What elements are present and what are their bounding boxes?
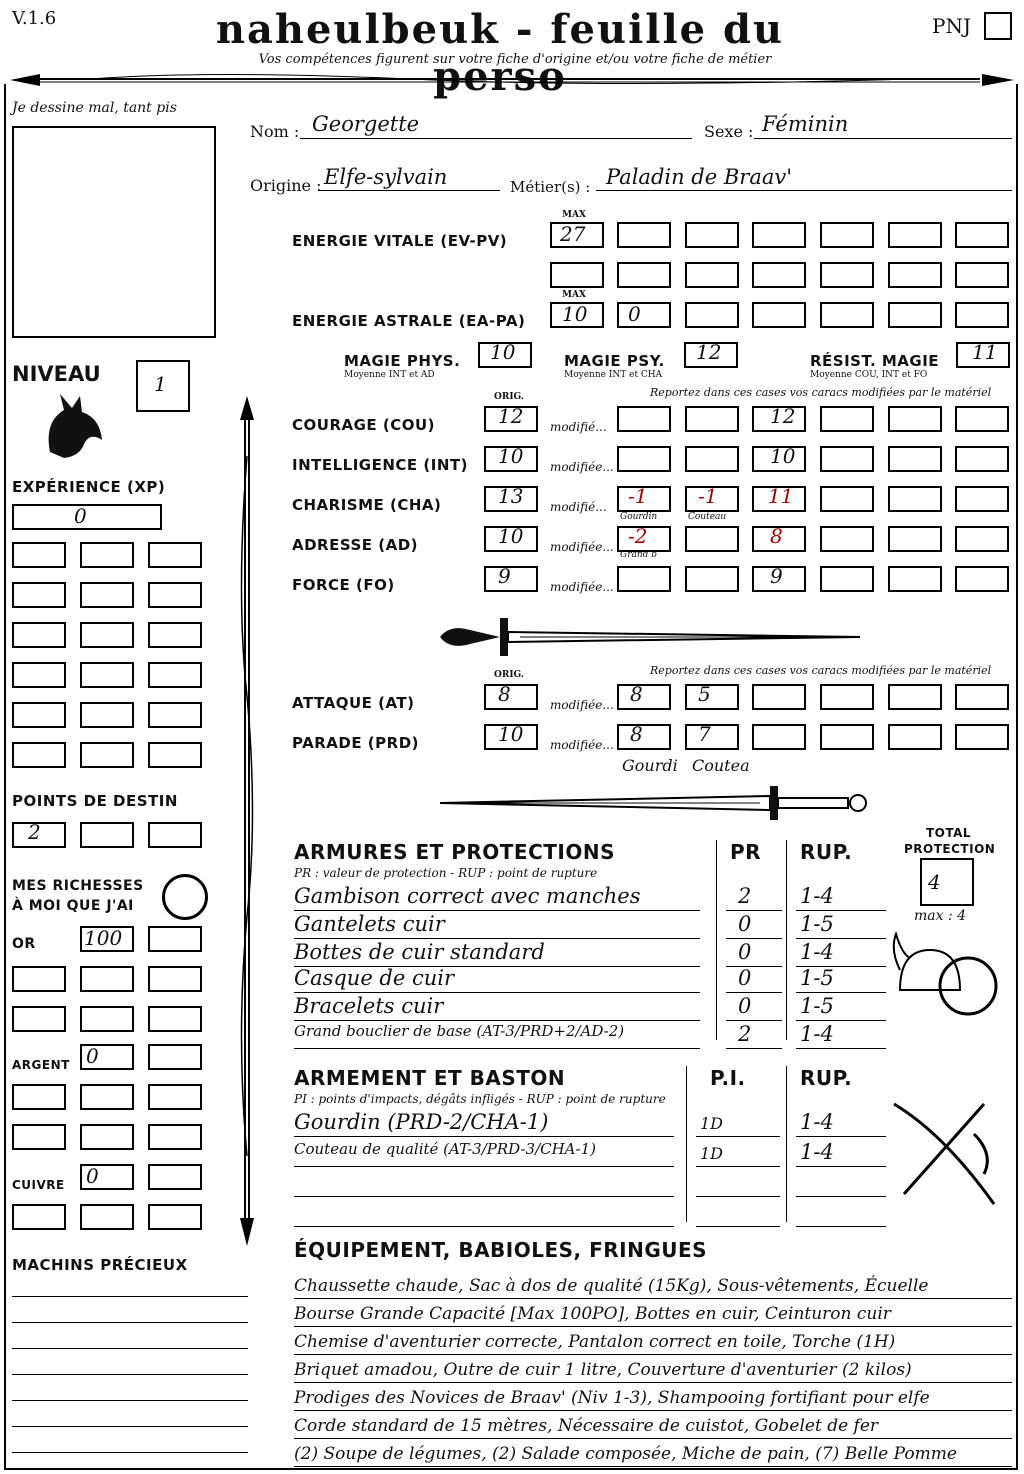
equipment-line[interactable]: Briquet amadou, Outre de cuir 1 litre, Couverture d'aventurier (2 kilos) xyxy=(294,1360,912,1380)
stat-mod-box[interactable] xyxy=(888,446,942,472)
stat-orig-int: 10 xyxy=(498,444,524,468)
spear-divider-icon xyxy=(10,66,1014,92)
sheet-title: naheulbeuk - feuille du perso xyxy=(215,6,785,100)
armor-note: PR : valeur de protection - RUP : point de rupture xyxy=(294,866,598,880)
armor-item-pr[interactable]: 0 xyxy=(738,940,752,964)
armor-item-rup[interactable]: 1-4 xyxy=(800,1022,834,1046)
stat-mod-box[interactable] xyxy=(888,406,942,432)
xp-grid-box[interactable] xyxy=(80,582,134,608)
xp-grid-box[interactable] xyxy=(12,702,66,728)
subtitle: Vos compétences figurent sur votre fiche d'origine et/ou votre fiche de métier xyxy=(258,52,772,67)
stat-mod-box[interactable] xyxy=(685,406,739,432)
int-final: 10 xyxy=(770,444,796,468)
energy-box[interactable] xyxy=(955,262,1009,288)
energy-box[interactable] xyxy=(752,222,806,248)
armor-item-name[interactable]: Gantelets cuir xyxy=(294,912,445,936)
combat-label-prd: PARADE (PRD) xyxy=(292,734,420,752)
weapon-item-pi[interactable]: 1D xyxy=(700,1114,724,1133)
equipment-title: ÉQUIPEMENT, BABIOLES, FRINGUES xyxy=(294,1238,708,1262)
weapon-item-name[interactable]: Couteau de qualité (AT-3/PRD-3/CHA-1) xyxy=(294,1140,596,1158)
sword-icon-2 xyxy=(430,782,870,824)
energy-box[interactable] xyxy=(955,302,1009,328)
weapon-item-rup[interactable]: 1-4 xyxy=(800,1140,834,1164)
niveau-label: NIVEAU xyxy=(12,362,101,386)
destin-box[interactable] xyxy=(148,822,202,848)
richesses-label-2: À MOI QUE J'AI xyxy=(12,898,134,914)
ea-current-value[interactable]: 0 xyxy=(628,302,641,326)
equipment-line[interactable]: Chemise d'aventurier correcte, Pantalon correct en toile, Torche (1H) xyxy=(294,1332,896,1352)
armor-item-pr[interactable]: 0 xyxy=(738,994,752,1018)
combat-note-2: Coutea xyxy=(692,756,750,775)
weapon-item-rup[interactable]: 1-4 xyxy=(800,1110,834,1134)
ad-note-1: Grand b xyxy=(620,550,658,560)
combat-mod-box[interactable] xyxy=(955,684,1009,710)
ea-max-label: MAX xyxy=(562,290,586,300)
resist-magie-value: 11 xyxy=(972,340,998,364)
combat-mod-box[interactable] xyxy=(752,684,806,710)
argent-label: ARGENT xyxy=(12,1058,70,1072)
stat-mod-box[interactable] xyxy=(888,486,942,512)
xp-grid-box[interactable] xyxy=(12,662,66,688)
stat-mod-box[interactable] xyxy=(955,526,1009,552)
stat-mod-box[interactable] xyxy=(685,526,739,552)
armor-item-rup[interactable]: 1-4 xyxy=(800,884,834,908)
armor-item-name[interactable]: Bracelets cuir xyxy=(294,994,444,1018)
xp-grid-box[interactable] xyxy=(148,702,202,728)
pnj-label: PNJ xyxy=(932,14,971,38)
niveau-value: 1 xyxy=(154,372,167,396)
metier-value[interactable]: Paladin de Braav' xyxy=(606,165,792,189)
combat-mod-box[interactable] xyxy=(685,724,739,750)
origine-value[interactable]: Elfe-sylvain xyxy=(324,165,448,189)
energy-box[interactable] xyxy=(685,222,739,248)
machins-line[interactable] xyxy=(12,1296,248,1297)
money-box[interactable] xyxy=(148,1124,202,1150)
origine-label: Origine : xyxy=(250,176,322,195)
money-box[interactable] xyxy=(148,1044,202,1070)
weapons-title: ARMEMENT ET BASTON xyxy=(294,1066,566,1090)
equipment-line[interactable]: Prodiges des Novices de Braav' (Niv 1-3), Shampooing fortifiant pour elfe xyxy=(294,1388,930,1408)
money-box[interactable] xyxy=(148,926,202,952)
total-protection-value: 4 xyxy=(928,870,941,894)
combat-report-note: Reportez dans ces cases vos caracs modifiées par le matériel xyxy=(650,664,992,677)
energy-box[interactable] xyxy=(820,262,874,288)
weapons-pi-label: P.I. xyxy=(710,1066,746,1090)
richesses-label-1: MES RICHESSES xyxy=(12,878,144,894)
argent-value[interactable]: 0 xyxy=(86,1044,99,1068)
money-box[interactable] xyxy=(12,1124,66,1150)
money-box[interactable] xyxy=(80,1006,134,1032)
combat-mod-box[interactable] xyxy=(685,684,739,710)
cha-note-2: Couteau xyxy=(688,512,727,522)
magie-psy-label: MAGIE PSY. xyxy=(564,352,665,370)
armor-title: ARMURES ET PROTECTIONS xyxy=(294,840,615,864)
combat-mod1-at: 8 xyxy=(630,682,643,706)
stat-mod-label-fo: modifiée... xyxy=(550,580,614,594)
magie-phys-note: Moyenne INT et AD xyxy=(344,370,435,380)
cuivre-value[interactable]: 0 xyxy=(86,1164,99,1188)
energy-box[interactable] xyxy=(752,262,806,288)
money-box[interactable] xyxy=(80,1084,134,1110)
xp-value: 0 xyxy=(74,504,87,528)
weapon-item-pi[interactable]: 1D xyxy=(700,1144,724,1163)
equipment-line[interactable]: Chaussette chaude, Sac à dos de qualité (15Kg), Sous-vêtements, Écuelle xyxy=(294,1276,929,1296)
magie-psy-note: Moyenne INT et CHA xyxy=(564,370,663,380)
stat-mod-box[interactable] xyxy=(955,486,1009,512)
stat-mod-box[interactable] xyxy=(685,566,739,592)
xp-grid-box[interactable] xyxy=(80,742,134,768)
armor-item-pr[interactable]: 0 xyxy=(738,912,752,936)
energy-box[interactable] xyxy=(617,302,671,328)
energy-box[interactable] xyxy=(550,262,604,288)
xp-grid-box[interactable] xyxy=(12,542,66,568)
xp-label: EXPÉRIENCE (XP) xyxy=(12,478,166,496)
armor-item-name[interactable]: Grand bouclier de base (AT-3/PRD+2/AD-2) xyxy=(294,1022,625,1040)
stat-mod-label-ad: modifiée... xyxy=(550,540,614,554)
combat-orig-prd: 10 xyxy=(498,722,524,746)
metier-label: Métier(s) : xyxy=(510,178,591,196)
stat-mod-box[interactable] xyxy=(820,406,874,432)
stat-mod-box[interactable] xyxy=(820,446,874,472)
or-value[interactable]: 100 xyxy=(84,926,123,950)
magie-phys-label: MAGIE PHYS. xyxy=(344,352,461,370)
stat-mod-box[interactable] xyxy=(820,566,874,592)
stat-mod-label-cha: modifié... xyxy=(550,500,607,514)
armor-item-name[interactable]: Bottes de cuir standard xyxy=(294,940,545,964)
xp-grid-box[interactable] xyxy=(80,702,134,728)
equipment-line[interactable]: Bourse Grande Capacité [Max 100PO], Bottes en cuir, Ceinturon cuir xyxy=(294,1304,891,1324)
weapon-item-name[interactable]: Gourdin (PRD-2/CHA-1) xyxy=(294,1110,549,1134)
dragon-icon xyxy=(40,392,106,464)
ev-max-label: MAX xyxy=(562,210,586,220)
coin-icon xyxy=(162,874,208,920)
combat-mod-box[interactable] xyxy=(888,684,942,710)
sexe-value[interactable]: Féminin xyxy=(762,112,849,136)
xp-grid-box[interactable] xyxy=(148,662,202,688)
xp-grid-box[interactable] xyxy=(80,542,134,568)
spear-vertical-icon xyxy=(232,396,262,1246)
cuivre-box[interactable] xyxy=(80,1164,134,1190)
stat-mod-box[interactable] xyxy=(955,406,1009,432)
destin-box[interactable] xyxy=(80,822,134,848)
stat-orig-cha: 13 xyxy=(498,484,524,508)
equipment-line[interactable]: (2) Soupe de légumes, (2) Salade composée, Miche de pain, (7) Belle Pomme xyxy=(294,1444,957,1464)
cou-final: 12 xyxy=(770,404,796,428)
equipment-line[interactable]: Corde standard de 15 mètres, Nécessaire de cuistot, Gobelet de fer xyxy=(294,1416,879,1436)
combat-mod-box[interactable] xyxy=(888,724,942,750)
money-box[interactable] xyxy=(80,1204,134,1230)
weapons-rup-label: RUP. xyxy=(800,1066,853,1090)
stat-mod-box[interactable] xyxy=(955,566,1009,592)
stat-orig-box-fo[interactable] xyxy=(484,566,538,592)
ad-mod-1: -2 xyxy=(628,524,648,548)
xp-grid-box[interactable] xyxy=(12,742,66,768)
stat-label-cha: CHARISME (CHA) xyxy=(292,496,442,514)
machins-line[interactable] xyxy=(12,1374,248,1375)
resist-magie-label: RÉSIST. MAGIE xyxy=(810,352,940,370)
energy-box[interactable] xyxy=(617,222,671,248)
sword-icon xyxy=(430,616,870,658)
armor-item-rup[interactable]: 1-4 xyxy=(800,940,834,964)
machins-line[interactable] xyxy=(12,1348,248,1349)
combat-mod-box[interactable] xyxy=(820,684,874,710)
magie-psy-value: 12 xyxy=(696,340,722,364)
orig-label: ORIG. xyxy=(494,392,525,402)
energy-box[interactable] xyxy=(820,302,874,328)
ev-label: ENERGIE VITALE (EV-PV) xyxy=(292,232,508,250)
xp-grid-box[interactable] xyxy=(148,542,202,568)
money-box[interactable] xyxy=(12,1006,66,1032)
combat-mod-box[interactable] xyxy=(752,724,806,750)
stat-mod-label-cou: modifié... xyxy=(550,420,607,434)
destin-label: POINTS DE DESTIN xyxy=(12,792,178,810)
stat-label-int: INTELLIGENCE (INT) xyxy=(292,456,468,474)
money-box[interactable] xyxy=(80,1124,134,1150)
energy-box[interactable] xyxy=(685,302,739,328)
money-box[interactable] xyxy=(148,1006,202,1032)
stat-mod-box[interactable] xyxy=(888,566,942,592)
armor-item-rup[interactable]: 1-5 xyxy=(800,966,834,990)
machins-line[interactable] xyxy=(12,1322,248,1323)
energy-box[interactable] xyxy=(955,222,1009,248)
machins-label: MACHINS PRÉCIEUX xyxy=(12,1256,188,1274)
armor-item-pr[interactable]: 2 xyxy=(738,1022,752,1046)
combat-mod-label-prd: modifiée... xyxy=(550,738,614,752)
stat-mod-box[interactable] xyxy=(617,566,671,592)
version: V.1.6 xyxy=(12,8,57,29)
armor-item-name[interactable]: Casque de cuir xyxy=(294,966,455,990)
argent-box[interactable] xyxy=(80,1044,134,1070)
total-label-2: PROTECTION xyxy=(904,842,996,856)
ea-label: ENERGIE ASTRALE (EA-PA) xyxy=(292,312,526,330)
money-box[interactable] xyxy=(12,1204,66,1230)
combat-mod1-prd: 8 xyxy=(630,722,643,746)
energy-box[interactable] xyxy=(888,262,942,288)
armor-item-rup[interactable]: 1-5 xyxy=(800,912,834,936)
combat-orig-label: ORIG. xyxy=(494,670,525,680)
energy-box[interactable] xyxy=(820,222,874,248)
money-box[interactable] xyxy=(148,1084,202,1110)
combat-mod-box[interactable] xyxy=(820,724,874,750)
stat-orig-cou: 12 xyxy=(498,404,524,428)
energy-box[interactable] xyxy=(617,262,671,288)
xp-box[interactable] xyxy=(12,504,162,530)
stat-label-fo: FORCE (FO) xyxy=(292,576,395,594)
xp-grid-box[interactable] xyxy=(80,662,134,688)
xp-grid-box[interactable] xyxy=(12,582,66,608)
combat-mod-box[interactable] xyxy=(955,724,1009,750)
resist-magie-note: Moyenne COU, INT et FO xyxy=(810,370,928,380)
ad-final: 8 xyxy=(770,524,783,548)
sexe-label: Sexe : xyxy=(704,122,754,141)
fo-final: 9 xyxy=(770,564,783,588)
portrait-caption: Je dessine mal, tant pis xyxy=(12,100,177,116)
machins-line[interactable] xyxy=(12,1452,248,1453)
stat-mod-box[interactable] xyxy=(685,446,739,472)
or-label: OR xyxy=(12,936,36,952)
total-max: max : 4 xyxy=(914,908,967,924)
report-note: Reportez dans ces cases vos caracs modifiées par le matériel xyxy=(650,386,992,399)
armor-item-pr[interactable]: 2 xyxy=(738,884,752,908)
stat-mod-box[interactable] xyxy=(820,486,874,512)
money-box[interactable] xyxy=(148,1204,202,1230)
weapons-note: PI : points d'impacts, dégâts infligés - RUP : point de rupture xyxy=(294,1092,666,1106)
money-box[interactable] xyxy=(148,1164,202,1190)
xp-grid-box[interactable] xyxy=(148,622,202,648)
armor-item-pr[interactable]: 0 xyxy=(738,966,752,990)
money-box[interactable] xyxy=(148,966,202,992)
xp-grid-box[interactable] xyxy=(12,622,66,648)
cha-mod-1: -1 xyxy=(628,484,648,508)
nom-label: Nom : xyxy=(250,122,300,141)
cuivre-label: CUIVRE xyxy=(12,1178,65,1192)
magie-phys-value: 10 xyxy=(490,340,516,364)
stat-mod-box[interactable] xyxy=(955,446,1009,472)
money-box[interactable] xyxy=(80,966,134,992)
combat-orig-box-at[interactable] xyxy=(484,684,538,710)
stat-label-ad: ADRESSE (AD) xyxy=(292,536,419,554)
stat-label-cou: COURAGE (COU) xyxy=(292,416,436,434)
energy-box[interactable] xyxy=(752,302,806,328)
combat-note-1: Gourdi xyxy=(622,756,678,775)
energy-box[interactable] xyxy=(685,262,739,288)
stat-orig-fo: 9 xyxy=(498,564,511,588)
stat-orig-ad: 10 xyxy=(498,524,524,548)
combat-mod2-at: 5 xyxy=(698,682,711,706)
machins-line[interactable] xyxy=(12,1400,248,1401)
cha-final: 11 xyxy=(768,484,794,508)
stat-mod-box[interactable] xyxy=(617,446,671,472)
stat-mod-box[interactable] xyxy=(820,526,874,552)
xp-grid-box[interactable] xyxy=(148,582,202,608)
armor-pr-label: PR xyxy=(730,840,762,864)
nom-value[interactable]: Georgette xyxy=(312,112,420,136)
destin-value[interactable]: 2 xyxy=(28,820,41,844)
xp-grid-box[interactable] xyxy=(80,622,134,648)
armor-rup-label: RUP. xyxy=(800,840,853,864)
total-label-1: TOTAL xyxy=(926,826,972,840)
combat-label-at: ATTAQUE (AT) xyxy=(292,694,415,712)
or-box[interactable] xyxy=(80,926,134,952)
xp-grid-box[interactable] xyxy=(148,742,202,768)
armor-item-name[interactable]: Gambison correct avec manches xyxy=(294,884,641,908)
machins-line[interactable] xyxy=(12,1426,248,1427)
stat-mod-label-int: modifiée... xyxy=(550,460,614,474)
weapons-crossed-icon xyxy=(884,1094,1004,1214)
money-box[interactable] xyxy=(12,1084,66,1110)
pnj-checkbox[interactable] xyxy=(984,12,1012,40)
ev-max-value[interactable]: 27 xyxy=(560,222,586,246)
portrait-box[interactable] xyxy=(12,126,216,338)
combat-orig-at: 8 xyxy=(498,682,511,706)
combat-mod-label-at: modifiée... xyxy=(550,698,614,712)
combat-mod2-prd: 7 xyxy=(698,722,711,746)
stat-mod-box[interactable] xyxy=(617,406,671,432)
stat-mod-box[interactable] xyxy=(888,526,942,552)
money-box[interactable] xyxy=(12,966,66,992)
armor-item-rup[interactable]: 1-5 xyxy=(800,994,834,1018)
energy-box[interactable] xyxy=(888,302,942,328)
combat-mod-box[interactable] xyxy=(617,684,671,710)
combat-mod-box[interactable] xyxy=(617,724,671,750)
ea-max-value[interactable]: 10 xyxy=(562,302,588,326)
energy-box[interactable] xyxy=(888,222,942,248)
cha-note-1: Gourdin xyxy=(620,512,658,522)
helmet-shield-icon xyxy=(890,930,1000,1030)
cha-mod-2: -1 xyxy=(698,484,718,508)
